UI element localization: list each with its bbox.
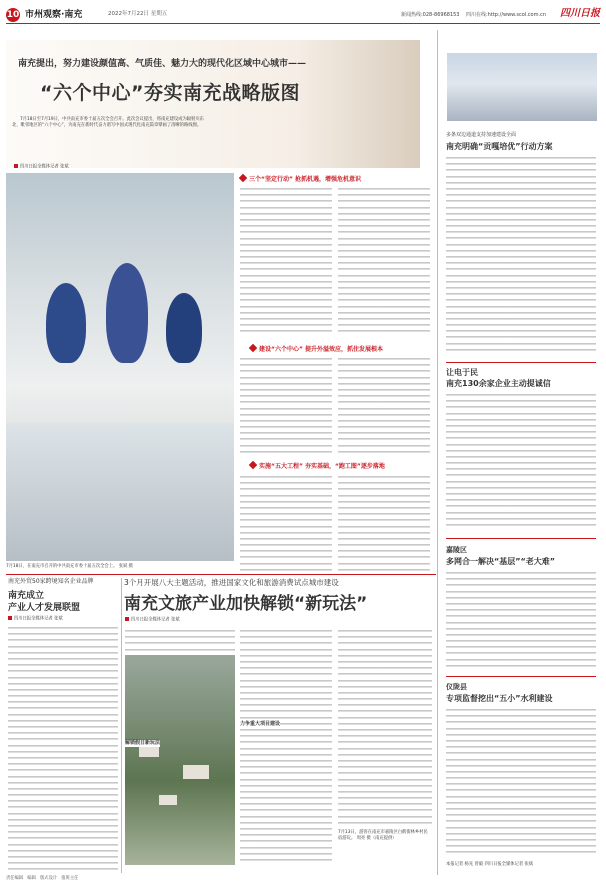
side2-subheadline: 南充130余家企业主动提诚信	[446, 379, 551, 388]
left-lower-body	[8, 625, 118, 870]
left-lower-headline-1: 南充成立	[8, 591, 45, 601]
side1-headline: 南充明确“贡嘎培优”行动方案	[446, 142, 553, 151]
caption-credit: 张斌 摄	[118, 564, 133, 569]
section-head-1: 三个“坚定行动” 抢抓机遇，增强危机意识	[240, 175, 361, 185]
photo-figure	[106, 263, 148, 363]
body-text-col	[240, 474, 332, 574]
left-lower-kicker: 南充外贸50家跨境知名企业品牌	[8, 578, 94, 585]
main-photo	[6, 173, 234, 561]
column-divider	[437, 30, 438, 875]
caption-text: 7月18日，在南充市召开的中共南充市委十届五次全会上。	[6, 564, 118, 569]
main-photo-caption	[6, 564, 234, 570]
section-head-2: 建设“六个中心” 提升外溢效应，抓住发展根本	[250, 345, 383, 355]
main-sup-headline: 南充提出，努力建设颜值高、气质佳、魅力大的现代化区域中心城市——	[18, 59, 307, 69]
side1-kicker: 多条双边通道支持加速建设全面	[446, 132, 517, 138]
side4-headline: 专项监督挖出“五小”水利建设	[446, 694, 553, 703]
main-byline: 四川日报全媒体记者 张斌	[14, 164, 69, 171]
culture-subhead-1: 解锁假日新玩法	[125, 740, 161, 746]
footer-item: 值班主任	[61, 876, 79, 881]
culture-headline: 南充文旅产业加快解锁“新玩法”	[124, 594, 368, 614]
culture-byline: 四川日报全媒体记者 张斌	[125, 617, 180, 624]
section-head-3: 实施“五大工程” 夯实基础，“跑工图”逐步落地	[250, 462, 385, 472]
side-photo	[447, 53, 597, 121]
side1-body	[446, 155, 596, 355]
culture-body	[240, 628, 332, 863]
culture-body	[338, 628, 432, 828]
left-lower-headline-2: 产业人才发展联盟	[8, 603, 81, 613]
side4-kicker: 仪陇县	[446, 683, 467, 691]
side3-body	[446, 570, 596, 670]
culture-subhead-2: 力争重大项目建设	[240, 720, 280, 729]
body-text-col	[240, 356, 332, 456]
village-photo	[125, 655, 235, 865]
main-headline: “六个中心”夯实南充战略版图	[40, 82, 300, 104]
publication-date: 2022年7月22日 星期五	[108, 11, 168, 17]
section-divider	[6, 574, 436, 575]
page-footer	[6, 876, 600, 882]
photo-house	[159, 795, 177, 805]
photo-foreground	[6, 423, 234, 561]
section-divider	[446, 362, 596, 363]
page-number: 10	[6, 10, 20, 20]
left-lower-byline: 四川日报全媒体记者 张斌	[8, 616, 63, 623]
section-divider	[446, 538, 596, 539]
culture-body	[125, 628, 235, 652]
side2-headline: 让电于民	[446, 368, 478, 377]
side2-body	[446, 392, 596, 532]
main-lead: 7月18日至7月19日，中共南充市委十届五次全会召开。此次会议提出，将南充建设成为辐射川东北、毗邻地区的“六个中心”，为南充在新时代奋力谱写中国式现代化南充篇章擘画了清晰的路线图。	[12, 117, 204, 129]
photo-figure	[46, 283, 86, 363]
body-text-col	[338, 186, 430, 336]
caption-credit: 周亮 摄（南充提供）	[356, 836, 397, 842]
side3-headline: 多网合一解决“基层”“老大难”	[446, 557, 556, 566]
footer-item: 版式设计	[40, 876, 58, 881]
body-text-col	[338, 356, 430, 456]
side4-body	[446, 707, 596, 857]
body-text-col	[338, 474, 430, 574]
news-hotline: 新闻热线:028-86968153	[401, 12, 460, 18]
newspaper-logo: 四川日报	[560, 8, 600, 19]
website-link[interactable]: 四川在线:http://www.scol.com.cn	[466, 12, 546, 18]
page-header	[6, 6, 600, 24]
body-text-col	[240, 186, 332, 336]
column-divider	[121, 578, 122, 873]
photo-house	[183, 765, 209, 779]
side4-byline: 本报记者 杨先 曾毅 四川日报全媒体记者 张斌	[446, 862, 534, 867]
photo-figure	[166, 293, 202, 363]
culture-photo-caption	[338, 830, 432, 842]
edition-title: 市州观察·南充	[25, 10, 83, 20]
culture-kicker: 3个月开展八大主题活动，推进国家文化和旅游消费试点城市建设	[124, 578, 339, 587]
footer-item: 责任编辑	[6, 876, 24, 881]
section-divider	[446, 676, 596, 677]
footer-item: 编辑	[27, 876, 36, 881]
caption-text: 7月13日，游客在南充市嘉陵区白鹤街林乡村民宿游玩。	[338, 830, 428, 842]
side3-kicker: 嘉陵区	[446, 546, 467, 554]
